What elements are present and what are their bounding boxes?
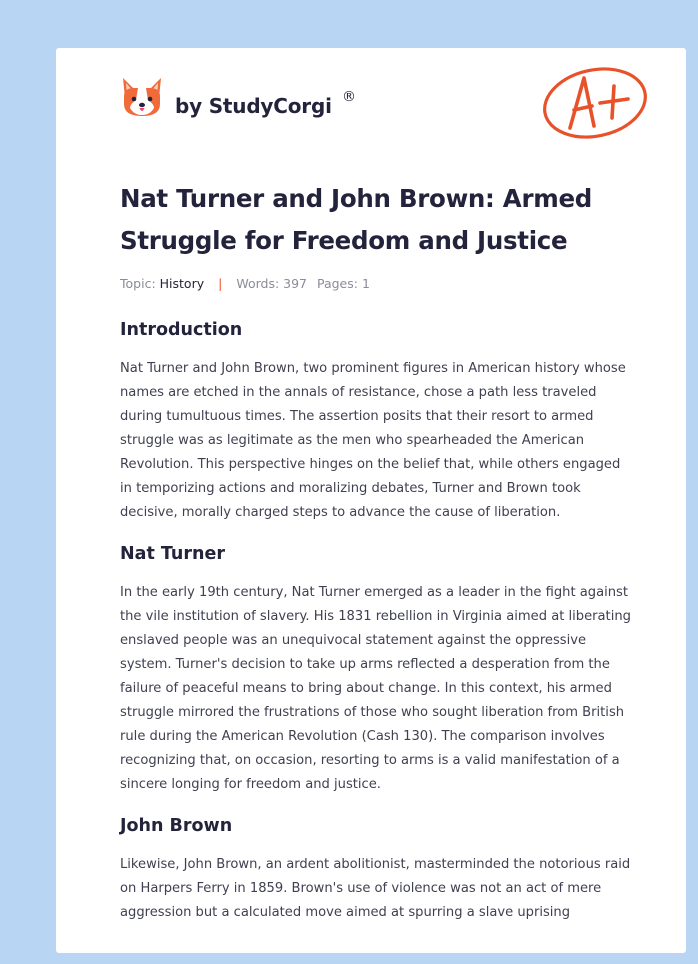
page-header: [120, 74, 650, 154]
section-text-introduction: Nat Turner and John Brown, two prominent figures in American history whose names are etched in the annals of resistance, chose a path less traveled during tumultuous times. The assertion posits that their resort to armed struggle was as legitimate as the men who spearheaded the American Revolution. This perspective hinges on the belief that, while others engaged in temporizing actions and moralizing debates, Turner and Brown took decisive, morally charged steps to advance the cause of liberation.: [120, 361, 626, 520]
section-text-nat-turner: In the early 19th century, Nat Turner emerged as a leader in the fight against the vile institution of slavery. His 1831 rebellion in Virginia aimed at liberating enslaved people was an unequivocal statement against the oppressive system. Turner's decision to take up arms reflected a desperation from the failure of peaceful means to bring about change. In this context, his armed struggle mirrored the frustrations of those who sought liberation from British rule during the American Revolution (Cash 130). The comparison involves recognizing that, on occasion, resorting to arms is a valid manifestation of a sincere longing for freedom and justice.: [120, 585, 631, 792]
a-plus-grade-icon: [540, 60, 652, 142]
studycorgi-logo[interactable]: [120, 74, 365, 124]
section-text-john-brown: Likewise, John Brown, an ardent abolitionist, masterminded the notorious raid on Harpers Ferry in 1859. Brown's use of violence was not an act of mere aggression but a calculated move aimed at spurring a slave uprising: [120, 857, 631, 920]
page-count: Pages: 1: [316, 276, 370, 291]
article: [120, 178, 632, 925]
article-meta: [120, 274, 632, 294]
page-title: Nat Turner and John Brown: Armed Struggle for Freedom and Justice: [120, 184, 593, 255]
topic-label: Topic:: [120, 276, 156, 291]
section-heading-introduction: Introduction: [120, 320, 243, 340]
section-heading-nat-turner: Nat Turner: [120, 544, 225, 564]
word-count: Words: 397: [236, 276, 307, 291]
registered-mark: ®: [342, 89, 356, 105]
corgi-icon: [120, 74, 164, 120]
meta-separator: |: [218, 276, 223, 291]
brand-name: by StudyCorgi: [175, 94, 332, 118]
document-page: [56, 48, 686, 953]
section-heading-john-brown: John Brown: [120, 816, 233, 836]
topic-link[interactable]: History: [159, 276, 205, 291]
